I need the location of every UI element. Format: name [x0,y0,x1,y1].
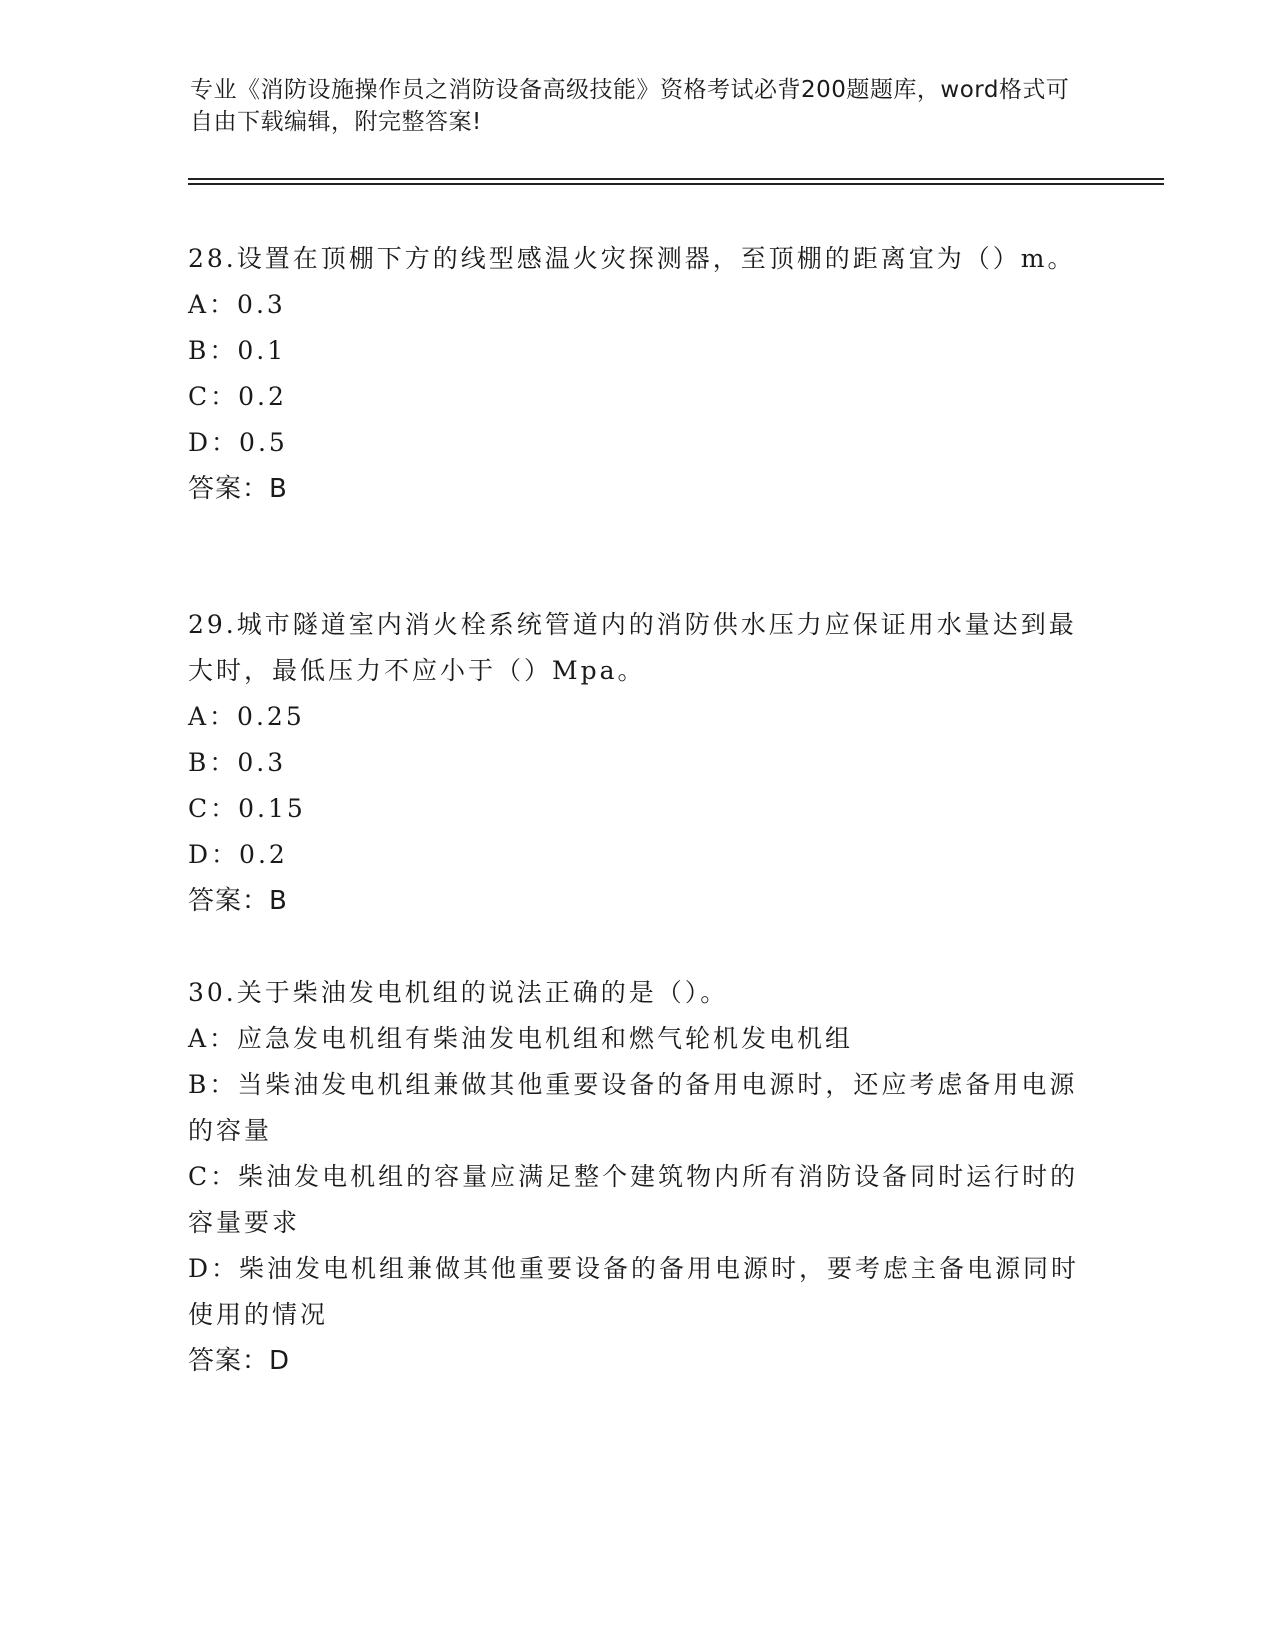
answer: 答案：B [188,886,288,916]
option-d: D：0.2 [188,840,288,869]
question-stem: 28.设置在顶棚下方的线型感温火灾探测器，至顶棚的距离宜为（）m。 [188,244,1076,273]
question-28 [188,236,1088,512]
option-c: C：0.2 [188,382,287,411]
option-b: B：0.1 [188,336,287,365]
question-stem: 29.城市隧道室内消火栓系统管道内的消防供水压力应保证用水量达到最大时，最低压力不应小于（）Mpa。 [188,610,1077,685]
header-divider-top [188,178,1164,180]
document-header: 专业《消防设施操作员之消防设备高级技能》资格考试必背200题题库，word格式可自由下载编辑，附完整答案! [190,77,1070,135]
answer: 答案：B [188,474,288,504]
answer: 答案：D [188,1346,291,1376]
option-b: B：0.3 [188,748,287,777]
question-30 [188,970,1088,1384]
option-b: B：当柴油发电机组兼做其他重要设备的备用电源时，还应考虑备用电源的容量 [188,1070,1078,1145]
option-a: A：0.3 [188,290,286,319]
question-stem: 30.关于柴油发电机组的说法正确的是（）。 [188,978,729,1007]
option-a: A：应急发电机组有柴油发电机组和燃气轮机发电机组 [188,1024,854,1053]
option-a: A：0.25 [188,702,305,731]
option-d: D：0.5 [188,428,288,457]
question-29 [188,602,1088,924]
header-divider-bottom [188,183,1164,185]
option-c: C：0.15 [188,794,306,823]
option-d: D：柴油发电机组兼做其他重要设备的备用电源时，要考虑主备电源同时使用的情况 [188,1254,1080,1329]
option-c: C：柴油发电机组的容量应满足整个建筑物内所有消防设备同时运行时的容量要求 [188,1162,1079,1237]
